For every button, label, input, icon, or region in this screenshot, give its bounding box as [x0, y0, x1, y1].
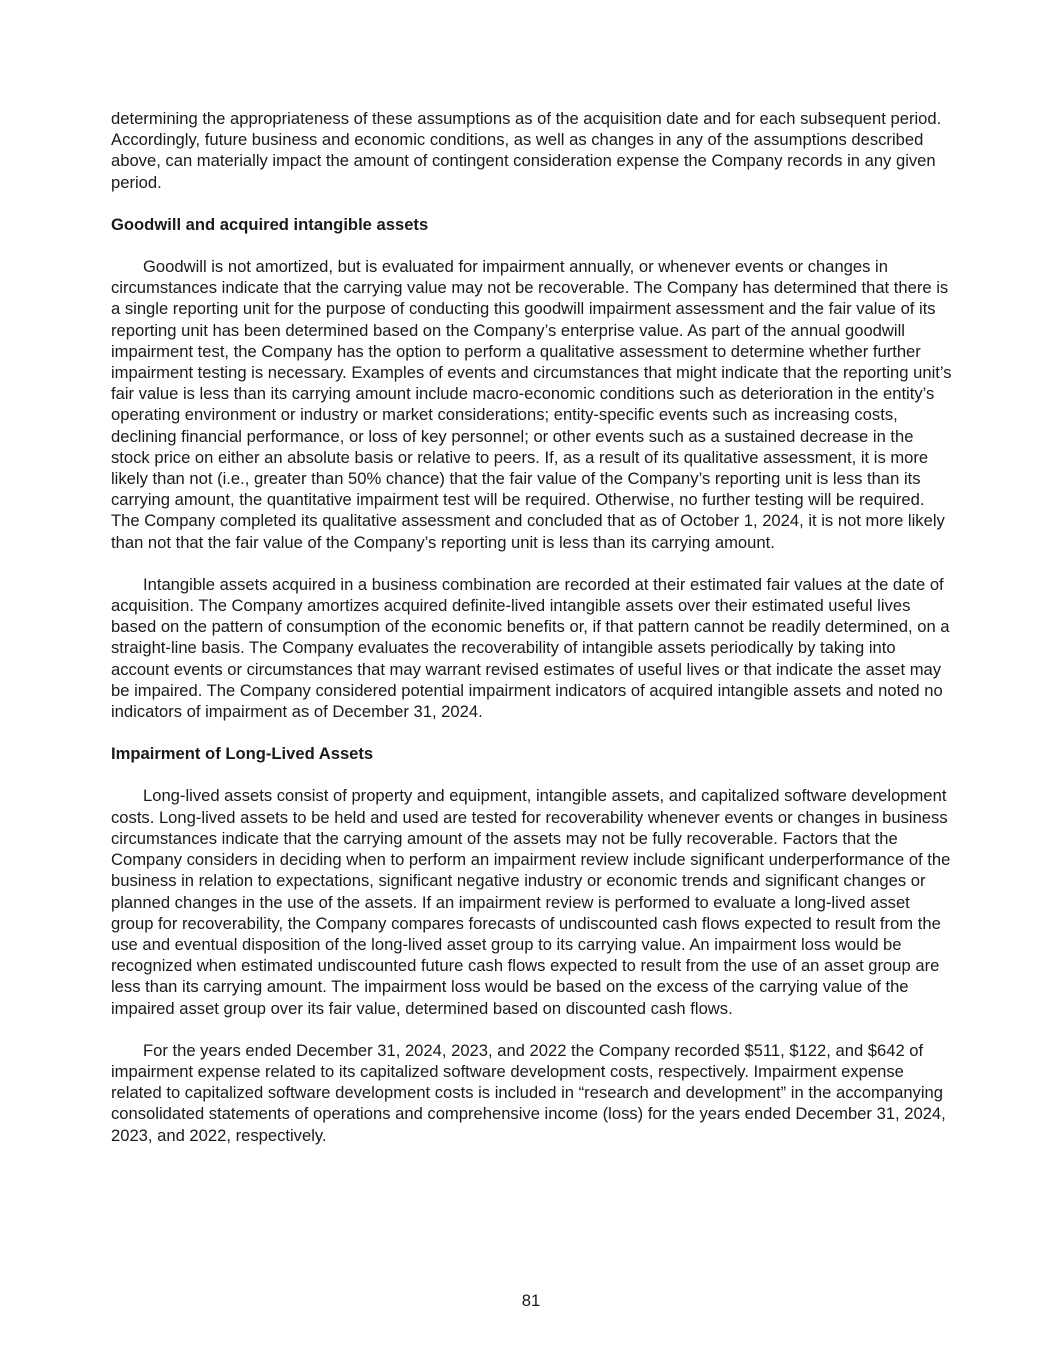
page-number: 81 [521, 1291, 541, 1310]
impairment-heading: Impairment of Long-Lived Assets [111, 744, 374, 764]
impairment-paragraph-2: For the years ended December 31, 2024, 2023, and 2022 the Company recorded $511, $122, and $642 of impairment expense related to its capitalized software development costs, respectively. Impairment expense related to capitalized software development costs is included in “research and development” in the accompanying consolidated statements of operations and comprehensive income (loss) for the years ended December 31, 2024, 2023, and 2022, respectively. [111, 1040, 946, 1145]
impairment-paragraph-1: Long-lived assets consist of property and equipment, intangible assets, and capitalized software development costs. Long-lived assets to be held and used are tested for recoverability whenever events or changes in business circumstances indicate that the carrying amount of the assets may not be fully recoverable. Factors that the Company considers in deciding when to perform an impairment review include significant underperformance of the business in relation to expectations, significant negative industry or economic trends and significant changes or planned changes in the use of the assets. If an impairment review is performed to evaluate a long-lived asset group for recoverability, the Company compares forecasts of undiscounted cash flows expected to result from the use and eventual disposition of the long-lived asset group to its carrying value. An impairment loss would be recognized when estimated undiscounted future cash flows expected to result from the use of an asset group are less than its carrying amount. The impairment loss would be based on the excess of the carrying value of the impaired asset group over its fair value, determined based on discounted cash flows. [111, 786, 951, 1018]
document-body [111, 108, 953, 1146]
goodwill-paragraph-1: Goodwill is not amortized, but is evaluated for impairment annually, or whenever events or changes in circumstances indicate that the carrying value may not be recoverable. The Company has determined that there is a single reporting unit for the purpose of conducting this goodwill impairment assessment and the fair value of its reporting unit has been determined based on the Company’s enterprise value. As part of the annual goodwill impairment test, the Company has the option to perform a qualitative assessment to determine whether further impairment testing is necessary. Examples of events and circumstances that might indicate that the reporting unit’s fair value is less than its carrying amount include macro-economic conditions such as deterioration in the entity’s operating environment or industry or market considerations; entity-specific events such as increasing costs, declining financial performance, or loss of key personnel; or other events such as a sustained decrease in the stock price on either an absolute basis or relative to peers. If, as a result of its qualitative assessment, it is more likely than not (i.e., greater than 50% chance) that the fair value of the Company’s reporting unit is less than its carrying amount, the quantitative impairment test will be required. Otherwise, no further testing will be required. The Company completed its qualitative assessment and concluded that as of October 1, 2024, it is not more likely than not that the fair value of the Company’s reporting unit is less than its carrying amount. [111, 257, 952, 552]
intro-paragraph: determining the appropriateness of these assumptions as of the acquisition date and for each subsequent period. Accordingly, future business and economic conditions, as well as changes in any of the assumptions described above, can materially impact the amount of contingent consideration expense the Company records in any given period. [111, 109, 942, 192]
goodwill-paragraph-2: Intangible assets acquired in a business combination are recorded at their estimated fair values at the date of acquisition. The Company amortizes acquired definite-lived intangible assets over their estimated useful lives based on the pattern of consumption of the economic benefits or, if that pattern cannot be readily determined, on a straight-line basis. The Company evaluates the recoverability of intangible assets periodically by taking into account events or circumstances that may warrant revised estimates of useful lives or that indicate the asset may be impaired. The Company considered potential impairment indicators of acquired intangible assets and noted no indicators of impairment as of December 31, 2024. [111, 574, 950, 722]
goodwill-heading: Goodwill and acquired intangible assets [111, 214, 429, 234]
